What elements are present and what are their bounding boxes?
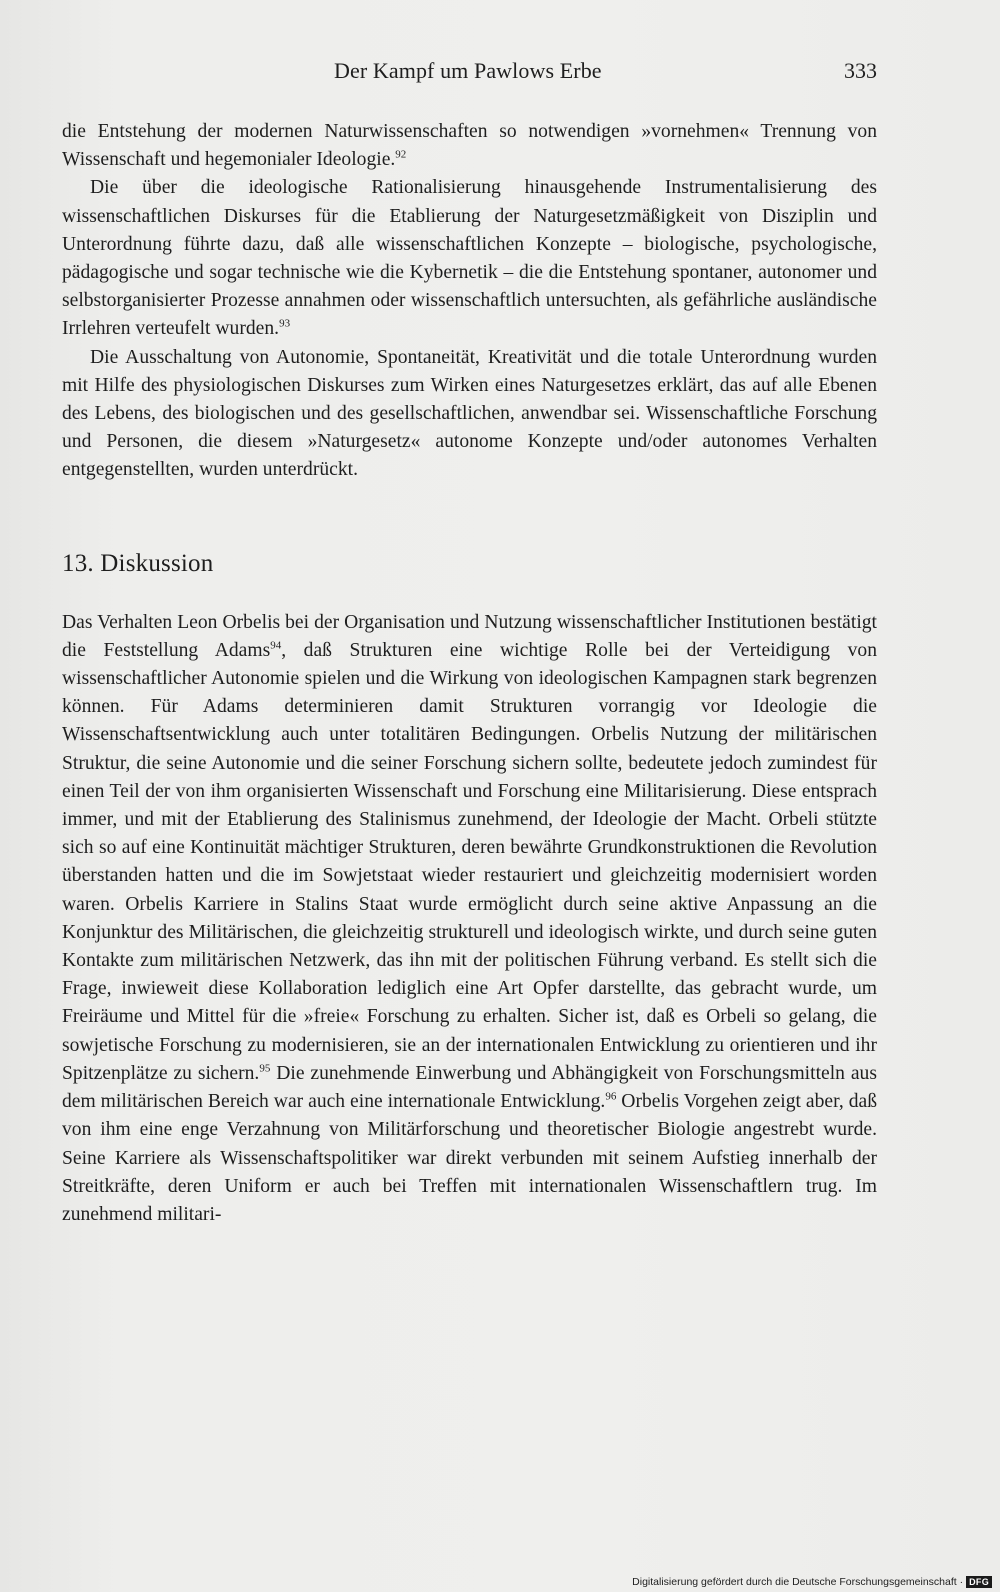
page-number: 333 <box>844 58 877 83</box>
paragraph-2 <box>62 174 877 343</box>
paragraph-3 <box>62 344 877 485</box>
footnote-ref-92[interactable]: 92 <box>395 148 407 161</box>
body-text <box>62 118 877 1229</box>
section-heading: 13. Diskussion <box>62 549 214 577</box>
running-title: Der Kampf um Pawlows Erbe <box>334 58 602 83</box>
footnote-ref-93[interactable]: 93 <box>279 317 291 330</box>
paragraph-4-text-b: , daß Strukturen eine wichtige Rolle bei der Verteidigung von wissenschaftlicher Autonomie spielen und die Wirkung von ideologischen Kampagnen stark begrenzen können. Für Adams determinieren damit Strukturen vorrangig vor Ideologie die Wissenschaftsentwicklung auch unter totalitären Bedingungen. Orbelis Nutzung der militärischen Struktur, die seine Autonomie und die seiner Forschung sichern sollte, bedeutete jedoch zumindest für einen Teil der von ihm organisierten Wissenschaft und Forschung eine Militarisierung. Diese entsprach immer, und mit der Etablierung des Stalinismus zunehmend, der Ideologie der Macht. Orbeli stützte sich so auf eine Kontinuität mächtiger Strukturen, deren bewährte Grundkonstruktionen die Revolution überstanden hatten und die im Sowjetstaat wieder restauriert und gleichzeitig modernisiert worden waren. Orbelis Karriere in Stalins Staat wurde ermöglicht durch seine aktive Anpassung an die Konjunktur des Militärischen, die gleichzeitig strukturell und ideologisch wirkte, und durch seine guten Kontakte zum militärischen Netzwerk, das ihn mit der politischen Führung verband. Es stellt sich die Frage, inwieweit diese Kollaboration lediglich eine Art Opfer darstellte, das gebracht wurde, um Freiräume und Mittel für die »freie« Forschung zu erhalten. Sicher ist, daß es Orbeli so gelang, die sowjetische Forschung zu modernisieren, sie an der internationalen Entwicklung zu orientieren und ihr Spitzenplätze zu sichern. <box>62 639 878 1084</box>
paragraph-3-text: Die Ausschaltung von Autonomie, Spontaneität, Kreativität und die totale Unterordnung wurden mit Hilfe des physiologischen Diskurses zum Wirken eines Naturgesetzes erklärt, das auf alle Ebenen des Lebens, des biologischen und des gesellschaftlichen, anwendbar sei. Wissenschaftliche Forschung und Personen, die diesem »Naturgesetz« autonome Konzepte und/oder autonomes Verhalten entgegenstellten, wurden unterdrückt. <box>62 346 877 481</box>
footnote-ref-94[interactable]: 94 <box>270 639 282 652</box>
dfg-logo-icon: DFG <box>966 1576 992 1588</box>
paragraph-4-text-a: Das Verhalten Leon Orbelis bei der Organisation und Nutzung wissenschaftlicher Institutionen bestätigt die Feststellung Adams <box>62 611 877 661</box>
paragraph-4-text-d: Orbelis Vorgehen zeigt aber, daß von ihm eine enge Verzahnung von Militärforschung und theoretischer Biologie angestrebt wurde. Seine Karriere als Wissenschaftspolitiker war direkt verbunden mit seinem Aufstieg innerhalb der Streitkräfte, deren Uniform er auch bei Treffen mit internationalen Wissenschaftlern trug. Im zunehmend militari- <box>62 1091 877 1225</box>
footnote-ref-96[interactable]: 96 <box>605 1090 617 1103</box>
running-head <box>62 58 877 92</box>
digitization-footer <box>632 1576 992 1588</box>
paragraph-1-text: die Entstehung der modernen Naturwissenschaften so notwendigen »vornehmen« Trennung von Wissenschaft und hegemonialer Ideologie. <box>62 121 877 171</box>
paragraph-4 <box>62 609 877 1229</box>
paragraph-4-text-c: Die zunehmende Einwerbung und Abhängigkeit von Forschungsmitteln aus dem militärischen Bereich war auch eine internationale Entwicklung. <box>62 1062 877 1113</box>
paragraph-1 <box>62 118 877 174</box>
footnote-ref-95[interactable]: 95 <box>259 1062 271 1075</box>
footer-credit-text: Digitalisierung gefördert durch die Deutsche Forschungsgemeinschaft · <box>632 1576 964 1588</box>
paragraph-2-text: Die über die ideologische Rationalisierung hinausgehende Instrumentalisierung des wissenschaftlichen Diskurses für die Etablierung der Naturgesetzmäßigkeit von Disziplin und Unterordnung führte dazu, daß alle wissenschaftlichen Konzepte – biologische, psychologische, pädagogische und sogar technische wie die Kybernetik – die die Entstehung spontaner, autonomer und selbstorganisierter Prozesse annahmen oder wissenschaftlich untersuchten, als gefährliche ausländische Irrlehren verteufelt wurden. <box>62 177 877 340</box>
